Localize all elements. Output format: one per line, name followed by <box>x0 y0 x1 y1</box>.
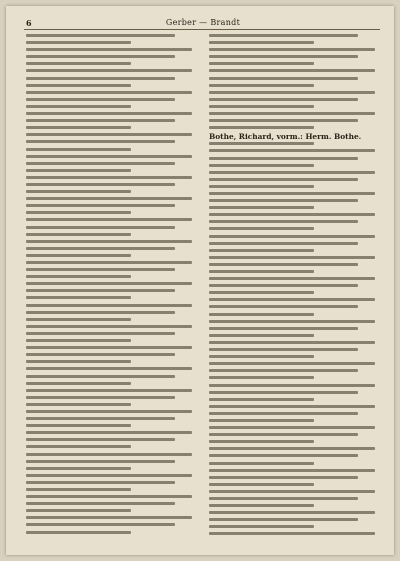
directory-entry <box>209 297 384 304</box>
directory-entry <box>209 33 384 40</box>
directory-entry <box>209 212 384 219</box>
directory-entry <box>209 361 384 368</box>
directory-entry <box>209 517 384 524</box>
directory-entry <box>26 416 201 423</box>
page-number: 6 <box>26 18 32 28</box>
directory-entry <box>26 381 201 388</box>
directory-entry <box>26 444 201 451</box>
directory-entry <box>209 290 384 297</box>
directory-entry <box>26 402 201 409</box>
directory-entry <box>26 317 201 324</box>
directory-entry <box>26 33 201 40</box>
directory-entry <box>26 295 201 302</box>
directory-entry <box>26 374 201 381</box>
directory-entry <box>209 76 384 83</box>
directory-entry <box>26 508 201 515</box>
directory-entry <box>26 61 201 68</box>
directory-entry <box>209 148 384 155</box>
directory-entry <box>209 524 384 531</box>
directory-entry <box>26 196 201 203</box>
directory-entry <box>209 368 384 375</box>
directory-entry <box>26 97 201 104</box>
directory-entry <box>209 283 384 290</box>
directory-entry <box>26 260 201 267</box>
directory-entry <box>209 47 384 54</box>
directory-entry <box>209 111 384 118</box>
directory-entry <box>26 409 201 416</box>
document-page <box>6 6 394 555</box>
directory-entry <box>209 68 384 75</box>
directory-entry <box>26 239 201 246</box>
directory-entry <box>26 331 201 338</box>
directory-entry <box>209 411 384 418</box>
directory-entry <box>26 459 201 466</box>
directory-entry <box>26 324 201 331</box>
directory-entry <box>209 184 384 191</box>
directory-entry <box>26 303 201 310</box>
directory-entry <box>209 340 384 347</box>
directory-entry <box>26 68 201 75</box>
directory-entry <box>209 163 384 170</box>
directory-entry <box>26 288 201 295</box>
directory-entry <box>209 461 384 468</box>
directory-entry <box>26 515 201 522</box>
directory-entry <box>209 177 384 184</box>
directory-entry <box>209 97 384 104</box>
directory-entry <box>26 452 201 459</box>
directory-entry <box>26 466 201 473</box>
directory-entry <box>209 319 384 326</box>
directory-entry <box>209 503 384 510</box>
directory-entry <box>26 147 201 154</box>
directory-entry <box>209 326 384 333</box>
directory-entry <box>209 496 384 503</box>
header-rule <box>24 29 380 30</box>
directory-entry <box>26 225 201 232</box>
directory-entry <box>209 347 384 354</box>
directory-entry <box>209 234 384 241</box>
directory-entry <box>209 156 384 163</box>
directory-entry <box>209 531 384 538</box>
directory-entry <box>209 390 384 397</box>
directory-entry <box>209 383 384 390</box>
directory-entry <box>26 125 201 132</box>
directory-entry <box>209 397 384 404</box>
directory-entry <box>209 248 384 255</box>
directory-entry <box>209 141 384 148</box>
directory-entry <box>26 338 201 345</box>
directory-entry <box>209 54 384 61</box>
directory-entry <box>26 217 201 224</box>
directory-entry <box>26 182 201 189</box>
directory-entry <box>26 132 201 139</box>
directory-entry <box>209 312 384 319</box>
directory-entry <box>26 232 201 239</box>
left-column-entries <box>26 33 201 537</box>
directory-entry <box>26 210 201 217</box>
directory-entry <box>26 388 201 395</box>
running-title: Gerber — Brandt <box>165 18 241 27</box>
directory-entry <box>209 475 384 482</box>
directory-entry <box>209 439 384 446</box>
directory-entry <box>209 510 384 517</box>
directory-entry <box>26 430 201 437</box>
directory-entry <box>26 40 201 47</box>
directory-entry <box>26 118 201 125</box>
directory-entry <box>26 203 201 210</box>
directory-entry <box>209 104 384 111</box>
directory-entry <box>26 487 201 494</box>
directory-entry <box>26 530 201 537</box>
directory-entry: Bothe, Richard, vorm.: Herm. Bothe. <box>209 132 362 142</box>
directory-entry <box>26 76 201 83</box>
directory-entry <box>209 333 384 340</box>
directory-entry <box>26 437 201 444</box>
directory-entry <box>209 61 384 68</box>
directory-entry <box>26 168 201 175</box>
directory-entry <box>26 154 201 161</box>
directory-entry <box>209 226 384 233</box>
directory-entry <box>209 375 384 382</box>
directory-entry <box>209 354 384 361</box>
directory-entry <box>26 267 201 274</box>
directory-entry <box>26 54 201 61</box>
directory-entry <box>26 281 201 288</box>
directory-entry <box>26 246 201 253</box>
directory-entry <box>209 90 384 97</box>
directory-entry <box>26 111 201 118</box>
directory-entry <box>209 404 384 411</box>
directory-entry <box>26 274 201 281</box>
directory-entry <box>209 170 384 177</box>
directory-entry <box>209 125 384 132</box>
directory-entry <box>209 205 384 212</box>
directory-entry <box>209 118 384 125</box>
directory-entry <box>209 83 384 90</box>
directory-entry <box>26 473 201 480</box>
directory-entry <box>209 453 384 460</box>
directory-entry <box>26 359 201 366</box>
directory-entry <box>209 40 384 47</box>
directory-entry <box>26 366 201 373</box>
directory-entry <box>209 276 384 283</box>
directory-entry <box>209 269 384 276</box>
directory-entry <box>26 253 201 260</box>
directory-entry <box>209 418 384 425</box>
directory-entry <box>209 432 384 439</box>
directory-entry <box>26 352 201 359</box>
directory-entry <box>209 241 384 248</box>
directory-entry <box>26 494 201 501</box>
directory-entry <box>26 90 201 97</box>
directory-entry <box>26 310 201 317</box>
directory-entry <box>26 161 201 168</box>
directory-entry <box>26 139 201 146</box>
directory-entry <box>26 522 201 529</box>
right-column <box>209 33 384 538</box>
directory-entry <box>26 83 201 90</box>
directory-entry <box>26 47 201 54</box>
left-column <box>26 33 201 538</box>
directory-entry <box>209 198 384 205</box>
directory-entry <box>26 423 201 430</box>
directory-entry <box>209 482 384 489</box>
directory-entry <box>26 104 201 111</box>
directory-entry <box>209 304 384 311</box>
directory-entry <box>209 489 384 496</box>
directory-entry <box>209 425 384 432</box>
directory-entry <box>26 189 201 196</box>
directory-entry <box>26 501 201 508</box>
directory-entry <box>209 255 384 262</box>
directory-entry <box>209 446 384 453</box>
directory-entry <box>209 468 384 475</box>
directory-entry <box>26 480 201 487</box>
directory-entry <box>209 191 384 198</box>
directory-entry <box>26 175 201 182</box>
directory-entry <box>209 262 384 269</box>
directory-entry <box>209 219 384 226</box>
directory-entry <box>26 395 201 402</box>
right-column-entries <box>209 33 384 538</box>
directory-entry <box>26 345 201 352</box>
